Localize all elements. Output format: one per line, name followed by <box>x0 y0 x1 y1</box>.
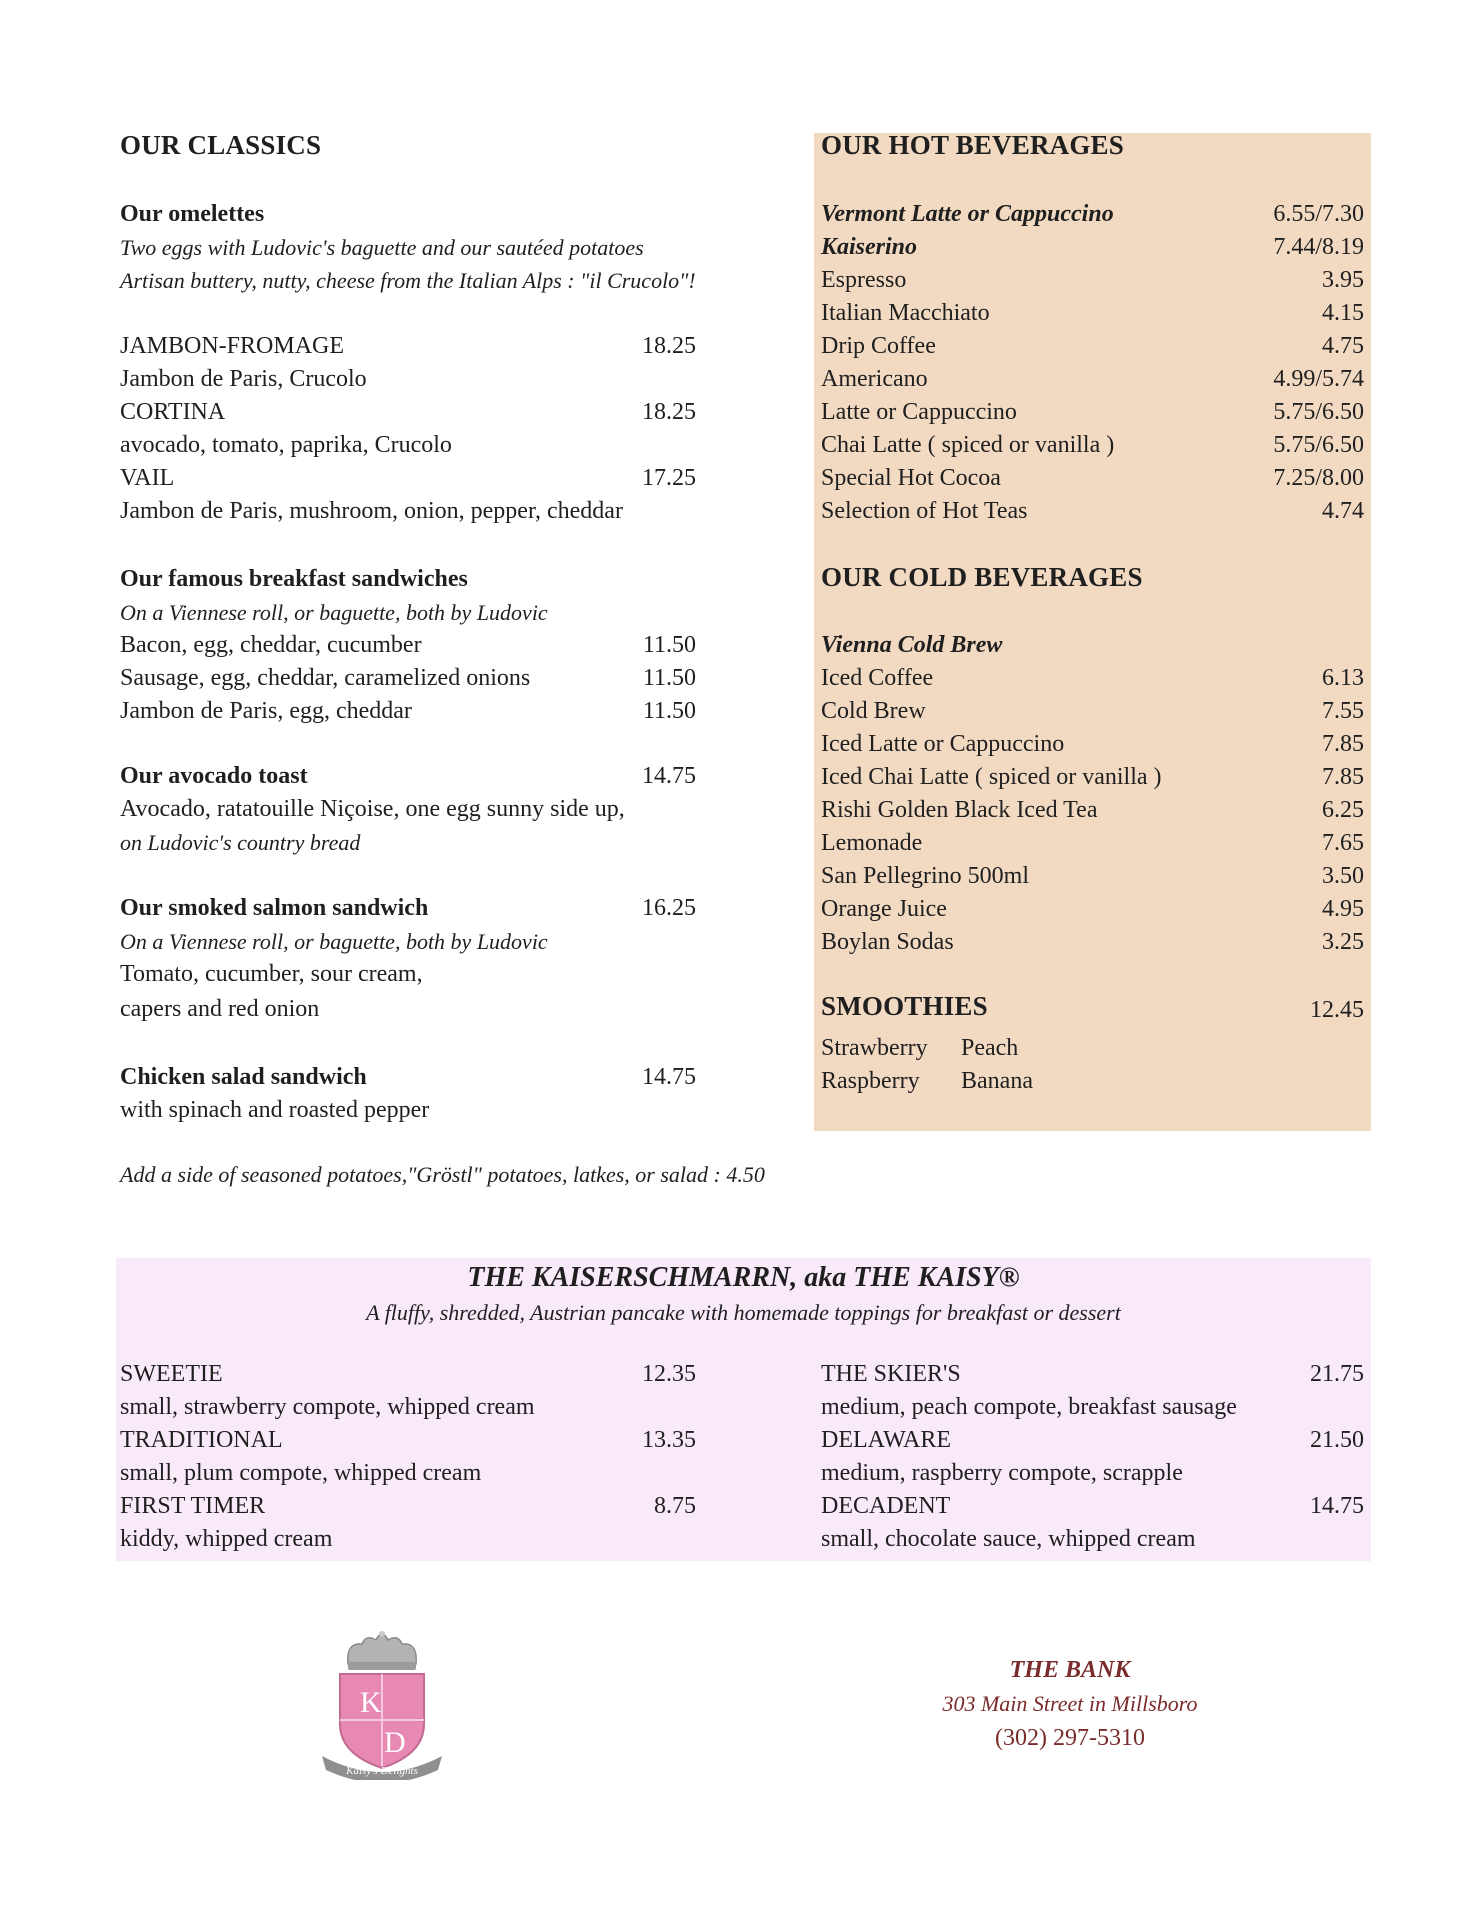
item-name: Kaiserino <box>821 234 918 260</box>
item-desc: small, chocolate sauce, whipped cream <box>821 1526 1196 1552</box>
item-price: 11.50 <box>642 665 696 691</box>
side-note: Add a side of seasoned potatoes,"Gröstl" potatoes, latkes, or salad : 4.50 <box>120 1162 765 1187</box>
item-price: 3.95 <box>1322 267 1364 293</box>
item-name: Chicken salad sandwich <box>120 1064 367 1090</box>
item-desc: small, strawberry compote, whipped cream <box>120 1394 535 1420</box>
item-price: 21.50 <box>1310 1427 1364 1453</box>
item-name: Special Hot Cocoa <box>821 465 1001 491</box>
item-price: 16.25 <box>642 895 696 921</box>
item-price: 6.55/7.30 <box>1273 201 1364 227</box>
kaisy-item <box>120 1358 696 1391</box>
kaisys-delights-logo <box>318 1628 446 1780</box>
item-price: 3.50 <box>1322 863 1364 889</box>
item-price: 5.75/6.50 <box>1273 399 1364 425</box>
item-desc: avocado, tomato, paprika, Crucolo <box>120 432 452 458</box>
item-name: Our avocado toast <box>120 763 308 789</box>
beverage-item <box>821 363 1364 396</box>
beverage-item <box>821 794 1364 827</box>
item-name: Chai Latte ( spiced or vanilla ) <box>821 432 1115 458</box>
kaisy-section <box>116 1258 1371 1561</box>
smoothies-title: SMOOTHIES <box>821 991 988 1021</box>
item-price: 4.15 <box>1322 300 1364 326</box>
item-desc: kiddy, whipped cream <box>120 1526 333 1552</box>
item-price: 4.74 <box>1322 498 1364 524</box>
item-price: 7.85 <box>1322 764 1364 790</box>
item-desc: Avocado, ratatouille Niçoise, one egg sunny side up, <box>120 796 625 822</box>
cold-beverages-title: OUR COLD BEVERAGES <box>821 562 1143 592</box>
item-price: 18.25 <box>642 333 696 359</box>
item-price: 8.75 <box>654 1493 696 1519</box>
item-name: Jambon de Paris, egg, cheddar <box>120 698 412 724</box>
item-name: Italian Macchiato <box>821 300 990 326</box>
item-name: DECADENT <box>821 1493 951 1519</box>
item-desc: capers and red onion <box>120 996 320 1022</box>
beverage-item <box>821 330 1364 363</box>
item-name: Sausage, egg, cheddar, caramelized onions <box>120 665 531 691</box>
item-name: Iced Latte or Cappuccino <box>821 731 1065 757</box>
menu-item <box>120 662 696 695</box>
sandwiches-heading: Our famous breakfast sandwiches <box>120 566 468 592</box>
location-address: 303 Main Street in Millsboro <box>942 1691 1198 1716</box>
beverage-item <box>821 761 1364 794</box>
salmon-sandwich-item <box>120 892 696 925</box>
item-desc: on Ludovic's country bread <box>120 830 361 855</box>
item-price: 7.44/8.19 <box>1273 234 1364 260</box>
item-price: 14.75 <box>642 1064 696 1090</box>
classics-title: OUR CLASSICS <box>120 130 322 160</box>
beverage-item <box>821 264 1364 297</box>
kaisy-item <box>821 1424 1364 1457</box>
menu-item <box>120 330 696 363</box>
item-name: CORTINA <box>120 399 226 425</box>
item-name: Americano <box>821 366 928 392</box>
item-price: 7.55 <box>1322 698 1364 724</box>
beverage-item <box>821 231 1364 264</box>
menu-item <box>120 396 696 429</box>
beverage-item <box>821 893 1364 926</box>
item-price: 14.75 <box>642 763 696 789</box>
item-name: Rishi Golden Black Iced Tea <box>821 797 1098 823</box>
smoothies-header <box>821 991 1364 1027</box>
beverage-item <box>821 297 1364 330</box>
item-price: 7.25/8.00 <box>1273 465 1364 491</box>
item-price: 7.85 <box>1322 731 1364 757</box>
item-name: Bacon, egg, cheddar, cucumber <box>120 632 422 658</box>
item-name: San Pellegrino 500ml <box>821 863 1029 889</box>
hot-beverages-title: OUR HOT BEVERAGES <box>821 130 1124 160</box>
omelettes-heading: Our omelettes <box>120 201 265 227</box>
beverage-item <box>821 827 1364 860</box>
item-desc: Tomato, cucumber, sour cream, <box>120 961 423 987</box>
item-price: 12.35 <box>642 1361 696 1387</box>
item-price: 4.95 <box>1322 896 1364 922</box>
item-price: 4.75 <box>1322 333 1364 359</box>
item-price: 3.25 <box>1322 929 1364 955</box>
item-name: VAIL <box>120 465 175 491</box>
menu-item <box>120 462 696 495</box>
logo-initial-d: D <box>384 1726 406 1759</box>
item-name: SWEETIE <box>120 1361 223 1387</box>
item-name: Lemonade <box>821 830 923 856</box>
item-name: Orange Juice <box>821 896 947 922</box>
crest-icon <box>318 1628 446 1780</box>
beverage-item <box>821 429 1364 462</box>
smoothie-flavor: Banana <box>961 1068 1033 1094</box>
item-name: FIRST TIMER <box>120 1493 266 1519</box>
item-price: 17.25 <box>642 465 696 491</box>
kaisy-left-column <box>120 1358 696 1558</box>
item-name: Espresso <box>821 267 907 293</box>
menu-item <box>120 695 696 728</box>
item-name: Drip Coffee <box>821 333 936 359</box>
item-name: Selection of Hot Teas <box>821 498 1028 524</box>
item-name: Boylan Sodas <box>821 929 954 955</box>
classics-section <box>120 130 765 1210</box>
item-price: 6.25 <box>1322 797 1364 823</box>
item-name: Iced Coffee <box>821 665 934 691</box>
menu-item <box>120 629 696 662</box>
item-price: 6.13 <box>1322 665 1364 691</box>
chicken-sandwich-item <box>120 1061 696 1094</box>
beverages-panel <box>814 130 1371 1131</box>
beverage-item <box>821 926 1364 959</box>
item-name: Latte or Cappuccino <box>821 399 1017 425</box>
item-name: THE SKIER'S <box>821 1361 961 1387</box>
item-name: DELAWARE <box>821 1427 952 1453</box>
item-price: 4.99/5.74 <box>1273 366 1364 392</box>
beverage-item <box>821 198 1364 231</box>
kaisy-title: THE KAISERSCHMARRN, aka THE KAISY® <box>467 1262 1020 1293</box>
location-name: THE BANK <box>1009 1657 1131 1683</box>
sandwiches-desc: On a Viennese roll, or baguette, both by Ludovic <box>120 600 548 625</box>
item-desc: On a Viennese roll, or baguette, both by Ludovic <box>120 929 548 954</box>
beverage-item <box>821 462 1364 495</box>
logo-ribbon-text: Kaisy's Delights <box>346 1765 418 1777</box>
beverage-item <box>821 662 1364 695</box>
item-name: TRADITIONAL <box>120 1427 283 1453</box>
beverage-item <box>821 860 1364 893</box>
kaisy-item <box>821 1490 1364 1523</box>
beverage-item <box>821 728 1364 761</box>
kaisy-right-column <box>821 1358 1364 1558</box>
location-phone: (302) 297-5310 <box>995 1725 1145 1751</box>
item-desc: with spinach and roasted pepper <box>120 1097 430 1123</box>
item-desc: medium, peach compote, breakfast sausage <box>821 1394 1237 1420</box>
item-price: 11.50 <box>642 632 696 658</box>
kaisy-item <box>120 1490 696 1523</box>
omelettes-desc: Two eggs with Ludovic's baguette and our sautéed potatoes <box>120 235 644 260</box>
item-name: Iced Chai Latte ( spiced or vanilla ) <box>821 764 1162 790</box>
beverage-item <box>821 495 1364 528</box>
item-desc: Jambon de Paris, Crucolo <box>120 366 367 392</box>
item-price: 21.75 <box>1310 1361 1364 1387</box>
item-price: 14.75 <box>1310 1493 1364 1519</box>
item-price: 18.25 <box>642 399 696 425</box>
item-name: Cold Brew <box>821 698 926 724</box>
item-price: 11.50 <box>642 698 696 724</box>
smoothie-flavor: Peach <box>961 1035 1019 1061</box>
smoothies-price: 12.45 <box>1310 997 1364 1023</box>
item-price: 7.65 <box>1322 830 1364 856</box>
item-name: JAMBON-FROMAGE <box>120 333 345 359</box>
beverage-item <box>821 695 1364 728</box>
omelettes-desc: Artisan buttery, nutty, cheese from the Italian Alps : "il Crucolo"! <box>120 268 696 293</box>
smoothie-flavor: Strawberry <box>821 1035 928 1061</box>
location-block <box>900 1653 1240 1763</box>
item-price: 13.35 <box>642 1427 696 1453</box>
beverage-item <box>821 396 1364 429</box>
avocado-toast-item <box>120 760 696 793</box>
item-name: Vermont Latte or Cappuccino <box>821 201 1114 227</box>
item-desc: small, plum compote, whipped cream <box>120 1460 482 1486</box>
kaisy-item <box>821 1358 1364 1391</box>
item-desc: medium, raspberry compote, scrapple <box>821 1460 1183 1486</box>
kaisy-item <box>120 1424 696 1457</box>
item-price: 5.75/6.50 <box>1273 432 1364 458</box>
item-desc: Jambon de Paris, mushroom, onion, pepper, cheddar <box>120 498 623 524</box>
cold-brew-feature: Vienna Cold Brew <box>821 632 1003 658</box>
logo-initial-k: K <box>360 1686 382 1719</box>
kaisy-subtitle: A fluffy, shredded, Austrian pancake with homemade toppings for breakfast or dessert <box>366 1300 1121 1325</box>
item-name: Our smoked salmon sandwich <box>120 895 429 921</box>
smoothie-flavor: Raspberry <box>821 1068 920 1094</box>
